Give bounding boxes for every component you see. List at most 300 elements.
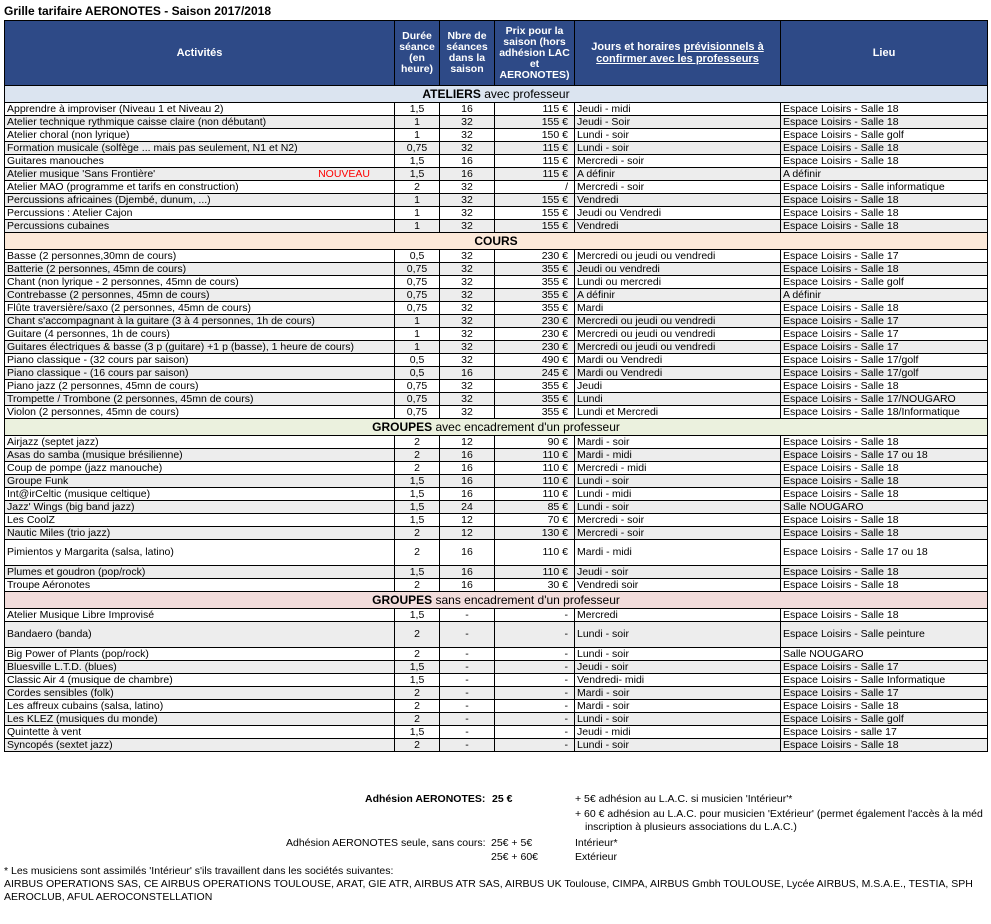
section-title — [5, 233, 988, 250]
activity-cell-text: Les affreux cubains (salsa, latino) — [7, 699, 164, 712]
table-row — [5, 168, 988, 181]
jours-cell-text: Mercredi ou jeudi ou vendredi — [577, 249, 716, 262]
activity-cell-text: Atelier choral (non lyrique) — [7, 128, 130, 141]
jours-cell-text: Lundi - midi — [577, 487, 632, 500]
activity-cell-text: Apprendre à improviser (Niveau 1 et Niveau 2) — [7, 102, 224, 115]
table-row — [5, 700, 988, 713]
jours-cell — [575, 501, 781, 514]
nbre-cell-text: 32 — [461, 340, 473, 353]
duree-cell-text: 1,5 — [409, 154, 425, 167]
duree-cell-text: 1 — [414, 128, 420, 141]
prix-cell-text: - — [564, 608, 568, 621]
header-jours — [575, 21, 781, 86]
lieu-cell-text: Espace Loisirs - Salle 18 — [783, 141, 899, 154]
duree-cell-text: 1 — [414, 340, 420, 353]
duree-cell — [395, 142, 440, 155]
jours-cell-text: Lundi - soir — [577, 128, 629, 141]
duree-cell-text: 2 — [414, 435, 420, 448]
activity-cell-text: Troupe Aéronotes — [7, 578, 91, 591]
prix-cell-text: 85 € — [547, 500, 568, 513]
prix-cell-text: - — [564, 660, 568, 673]
jours-cell — [575, 609, 781, 622]
jours-cell — [575, 142, 781, 155]
lieu-cell-text: Espace Loisirs - Salle golf — [783, 128, 904, 141]
jours-cell-text: Mercredi ou jeudi ou vendredi — [577, 340, 716, 353]
activity-cell — [5, 622, 395, 648]
jours-cell — [575, 302, 781, 315]
nbre-cell — [440, 406, 495, 419]
duree-cell-text: 1 — [414, 327, 420, 340]
nbre-cell — [440, 367, 495, 380]
lieu-cell-text: A définir — [783, 167, 821, 180]
nbre-cell — [440, 622, 495, 648]
duree-cell-text: 1,5 — [409, 608, 425, 621]
nbre-cell-text: - — [465, 686, 469, 699]
duree-cell — [395, 674, 440, 687]
table-row — [5, 488, 988, 501]
table-row — [5, 276, 988, 289]
jours-cell-text: Jeudi - midi — [577, 102, 631, 115]
duree-cell — [395, 354, 440, 367]
jours-cell-text: Vendredi- midi — [577, 673, 645, 686]
lieu-cell-text: Espace Loisirs - Salle 18 — [783, 565, 899, 578]
activity-cell — [5, 354, 395, 367]
activity-cell — [5, 406, 395, 419]
nbre-cell-text: 32 — [461, 249, 473, 262]
lieu-cell-text: Espace Loisirs - Salle 18 — [783, 301, 899, 314]
section-header — [5, 419, 988, 436]
jours-cell-text: Jeudi - midi — [577, 725, 631, 738]
lieu-cell-text: Espace Loisirs - Salle golf — [783, 275, 904, 288]
activity-cell-text: Chant s'accompagnant à la guitare (3 à 4 personnes, 1h de cours) — [7, 314, 315, 327]
prix-cell — [495, 289, 575, 302]
jours-cell — [575, 527, 781, 540]
section-header — [5, 233, 988, 250]
table-row — [5, 501, 988, 514]
nbre-cell — [440, 341, 495, 354]
lieu-cell-text: Espace Loisirs - Salle 17 — [783, 249, 899, 262]
duree-cell-text: 1 — [414, 193, 420, 206]
section-title — [5, 86, 988, 103]
jours-cell — [575, 220, 781, 233]
activity-cell-text: Guitare (4 personnes, 1h de cours) — [7, 327, 170, 340]
activity-cell — [5, 609, 395, 622]
nbre-cell-text: 16 — [461, 487, 473, 500]
lieu-cell-text: Espace Loisirs - Salle 17 — [783, 686, 899, 699]
lieu-cell — [781, 367, 988, 380]
activity-cell — [5, 540, 395, 566]
prix-cell — [495, 674, 575, 687]
jours-cell — [575, 700, 781, 713]
lieu-cell-text: Espace Loisirs - Salle 18 — [783, 526, 899, 539]
lac-exterieur-note-2: inscription à plusieurs associations du L.A.C.) — [585, 821, 797, 833]
jours-cell — [575, 540, 781, 566]
activity-cell-text: Quintette à vent — [7, 725, 82, 738]
lieu-cell-text: Espace Loisirs - Salle 17/golf — [783, 366, 919, 379]
lieu-cell-text: Espace Loisirs - salle 17 — [783, 725, 897, 738]
duree-cell — [395, 393, 440, 406]
lieu-cell — [781, 462, 988, 475]
prix-cell — [495, 540, 575, 566]
duree-cell — [395, 661, 440, 674]
lieu-cell-text: Espace Loisirs - Salle 18 — [783, 219, 899, 232]
jours-cell — [575, 488, 781, 501]
activity-cell-text: Flûte traversière/saxo (2 personnes, 45mn de cours) — [7, 301, 251, 314]
lieu-cell — [781, 129, 988, 142]
nbre-cell — [440, 661, 495, 674]
lieu-cell — [781, 527, 988, 540]
jours-cell — [575, 129, 781, 142]
nbre-cell — [440, 315, 495, 328]
nbre-cell-text: 32 — [461, 275, 473, 288]
nbre-cell — [440, 436, 495, 449]
activity-cell-text: Guitares manouches — [7, 154, 104, 167]
lieu-cell-text: Espace Loisirs - Salle 18 — [783, 699, 899, 712]
header-jours-prefix: Jours et horaires — [591, 41, 684, 53]
jours-cell — [575, 103, 781, 116]
prix-cell — [495, 302, 575, 315]
nbre-cell-text: 16 — [461, 102, 473, 115]
prix-cell — [495, 475, 575, 488]
nbre-cell-text: - — [465, 673, 469, 686]
activity-cell-text: Contrebasse (2 personnes, 45mn de cours) — [7, 288, 210, 301]
jours-cell-text: Mercredi ou jeudi ou vendredi — [577, 327, 716, 340]
prix-cell-text: 355 € — [541, 379, 568, 392]
activity-cell-text: Cordes sensibles (folk) — [7, 686, 114, 699]
prix-cell — [495, 687, 575, 700]
prix-cell — [495, 354, 575, 367]
activity-cell — [5, 302, 395, 315]
prix-cell — [495, 103, 575, 116]
duree-cell-text: 2 — [414, 712, 420, 725]
duree-cell-text: 1,5 — [409, 513, 425, 526]
section-header — [5, 592, 988, 609]
duree-cell-text: 0,75 — [406, 405, 428, 418]
prix-cell — [495, 700, 575, 713]
activity-cell — [5, 700, 395, 713]
lieu-cell — [781, 393, 988, 406]
activity-cell — [5, 220, 395, 233]
activity-cell — [5, 393, 395, 406]
nbre-cell — [440, 514, 495, 527]
nbre-cell-text: 32 — [461, 327, 473, 340]
nbre-cell-text: 32 — [461, 262, 473, 275]
jours-cell-text: Mardi - midi — [577, 546, 632, 558]
lieu-cell — [781, 661, 988, 674]
lieu-cell — [781, 181, 988, 194]
lieu-cell-text: Espace Loisirs - Salle 18 — [783, 738, 899, 751]
jours-cell-text: Jeudi — [577, 379, 603, 392]
prix-cell — [495, 276, 575, 289]
footnote-companies: AIRBUS OPERATIONS SAS, CE AIRBUS OPERATIONS TOULOUSE, ARAT, GIE ATR, AIRBUS ATR SAS, AIRBUS UK Toulouse, CIMPA, AIRBUS Gmbh TOULOUSE, Lycée AIRBUS, M.S.A.E., TESTIA, SPH — [4, 878, 973, 890]
activity-cell — [5, 116, 395, 129]
lac-exterieur-note: + 60 € adhésion au L.A.C. pour musicien 'Extérieur' (permet également l'accès à la méd — [575, 808, 983, 820]
duree-cell-text: 0,75 — [406, 141, 428, 154]
activity-cell — [5, 501, 395, 514]
activity-cell — [5, 367, 395, 380]
adhesion-seule-int-value: 25€ + 5€ — [491, 837, 533, 849]
jours-cell-text: A définir — [577, 167, 615, 180]
table-row — [5, 250, 988, 263]
duree-cell — [395, 103, 440, 116]
header-nbre: Nbre de séances dans la saison — [440, 21, 495, 86]
prix-cell — [495, 579, 575, 592]
activity-cell — [5, 315, 395, 328]
activity-cell-text: Piano jazz (2 personnes, 45mn de cours) — [7, 379, 199, 392]
activity-cell — [5, 488, 395, 501]
prix-cell — [495, 142, 575, 155]
duree-cell — [395, 263, 440, 276]
jours-cell — [575, 462, 781, 475]
duree-cell-text: 2 — [414, 686, 420, 699]
activity-cell-text: Asas do samba (musique brésilienne) — [7, 448, 183, 461]
duree-cell-text: 2 — [414, 699, 420, 712]
nbre-cell-text: 32 — [461, 314, 473, 327]
lieu-cell — [781, 406, 988, 419]
duree-cell — [395, 449, 440, 462]
prix-cell-text: 355 € — [541, 405, 568, 418]
jours-cell-text: Mardi - soir — [577, 686, 630, 699]
activity-cell-text: Atelier technique rythmique caisse claire (non débutant) — [7, 115, 267, 128]
lieu-cell-text: Espace Loisirs - Salle 18 — [783, 102, 899, 115]
header-jours-underlined: prévisionnels à confirmer avec les professeurs — [596, 41, 764, 65]
prix-cell — [495, 514, 575, 527]
nbre-cell-text: 16 — [461, 474, 473, 487]
duree-cell — [395, 540, 440, 566]
activity-cell — [5, 289, 395, 302]
jours-cell — [575, 661, 781, 674]
jours-cell — [575, 341, 781, 354]
activity-cell-text: Syncopés (sextet jazz) — [7, 738, 113, 751]
prix-cell — [495, 739, 575, 752]
table-row — [5, 726, 988, 739]
duree-cell-text: 1 — [414, 219, 420, 232]
prix-cell-text: 490 € — [541, 353, 568, 366]
prix-cell — [495, 436, 575, 449]
jours-cell-text: Lundi - soir — [577, 712, 629, 725]
nbre-cell-text: 16 — [461, 154, 473, 167]
jours-cell-text: Mardi ou Vendredi — [577, 366, 663, 379]
lieu-cell — [781, 328, 988, 341]
duree-cell-text: 2 — [414, 738, 420, 751]
activity-cell-text: Airjazz (septet jazz) — [7, 435, 99, 448]
nbre-cell — [440, 354, 495, 367]
prix-cell — [495, 168, 575, 181]
table-row — [5, 406, 988, 419]
nbre-cell-text: 32 — [461, 141, 473, 154]
activity-cell-text: Groupe Funk — [7, 474, 69, 487]
nbre-cell — [440, 501, 495, 514]
prix-cell — [495, 207, 575, 220]
header-activites: Activités — [5, 21, 395, 86]
prix-cell — [495, 367, 575, 380]
activity-cell — [5, 142, 395, 155]
nbre-cell — [440, 488, 495, 501]
prix-cell — [495, 155, 575, 168]
nbre-cell-text: - — [465, 647, 469, 660]
activity-cell — [5, 276, 395, 289]
nbre-cell-text: 16 — [461, 448, 473, 461]
lieu-cell-text: Espace Loisirs - Salle 17 — [783, 340, 899, 353]
lieu-cell — [781, 514, 988, 527]
prix-cell-text: - — [564, 628, 568, 640]
header-lieu: Lieu — [781, 21, 988, 86]
activity-cell-text: Int@irCeltic (musique celtique) — [7, 487, 151, 500]
duree-cell — [395, 527, 440, 540]
lieu-cell — [781, 116, 988, 129]
jours-cell-text: Jeudi - Soir — [577, 115, 631, 128]
section-title-bold: GROUPES — [372, 419, 433, 434]
activity-cell — [5, 341, 395, 354]
jours-cell-text: Mardi - soir — [577, 435, 630, 448]
duree-cell-text: 1,5 — [409, 167, 425, 180]
lieu-cell — [781, 276, 988, 289]
table-row — [5, 380, 988, 393]
jours-cell-text: Lundi et Mercredi — [577, 405, 659, 418]
jours-cell — [575, 739, 781, 752]
activity-cell-text: Percussions cubaines — [7, 219, 110, 232]
nbre-cell — [440, 207, 495, 220]
jours-cell — [575, 713, 781, 726]
activity-cell — [5, 168, 395, 181]
lieu-cell-text: Espace Loisirs - Salle 18 — [783, 487, 899, 500]
prix-cell-text: 155 € — [541, 219, 568, 232]
jours-cell — [575, 276, 781, 289]
table-row — [5, 129, 988, 142]
duree-cell-text: 2 — [414, 578, 420, 591]
prix-cell — [495, 566, 575, 579]
adhesion-seule-ext-value: 25€ + 60€ — [491, 851, 539, 863]
jours-cell-text: Mercredi - soir — [577, 180, 645, 193]
duree-cell-text: 0,75 — [406, 262, 428, 275]
jours-cell — [575, 367, 781, 380]
duree-cell — [395, 328, 440, 341]
prix-cell — [495, 713, 575, 726]
nbre-cell — [440, 328, 495, 341]
nbre-cell — [440, 674, 495, 687]
jours-cell — [575, 168, 781, 181]
jours-cell-text: Jeudi - soir — [577, 660, 629, 673]
lieu-cell — [781, 436, 988, 449]
prix-cell-text: 230 € — [541, 249, 568, 262]
nbre-cell — [440, 181, 495, 194]
lieu-cell — [781, 609, 988, 622]
activity-cell — [5, 661, 395, 674]
table-row — [5, 514, 988, 527]
section-title-bold: ATELIERS — [422, 86, 481, 101]
duree-cell — [395, 713, 440, 726]
jours-cell — [575, 436, 781, 449]
nbre-cell — [440, 393, 495, 406]
table-row — [5, 155, 988, 168]
nbre-cell — [440, 700, 495, 713]
duree-cell — [395, 514, 440, 527]
jours-cell-text: Mercredi - soir — [577, 154, 645, 167]
lieu-cell — [781, 648, 988, 661]
table-row — [5, 661, 988, 674]
prix-cell — [495, 315, 575, 328]
lieu-cell-text: Espace Loisirs - Salle 17/NOUGARO — [783, 392, 956, 405]
duree-cell — [395, 406, 440, 419]
adhesion-value: 25 € — [492, 793, 513, 805]
activity-cell-text: Jazz' Wings (big band jazz) — [7, 500, 135, 513]
price-table — [4, 20, 988, 752]
duree-cell — [395, 726, 440, 739]
footnote-companies-2: AEROCLUB, AFUL AEROCONSTELLATION — [4, 891, 213, 903]
activity-cell — [5, 328, 395, 341]
duree-cell — [395, 168, 440, 181]
prix-cell — [495, 726, 575, 739]
prix-cell-text: 230 € — [541, 327, 568, 340]
prix-cell-text: 110 € — [542, 474, 568, 487]
prix-cell — [495, 116, 575, 129]
activity-cell-text: Percussions : Atelier Cajon — [7, 206, 133, 219]
lieu-cell-text: Espace Loisirs - Salle informatique — [783, 180, 945, 193]
jours-cell — [575, 622, 781, 648]
duree-cell — [395, 648, 440, 661]
table-row — [5, 194, 988, 207]
duree-cell — [395, 116, 440, 129]
nbre-cell — [440, 540, 495, 566]
section-title-bold: COURS — [474, 233, 518, 248]
activity-cell-text: Atelier MAO (programme et tarifs en construction) — [7, 180, 239, 193]
nbre-cell-text: 32 — [461, 206, 473, 219]
activity-cell — [5, 475, 395, 488]
nbre-cell — [440, 129, 495, 142]
duree-cell-text: 0,75 — [406, 392, 428, 405]
table-row — [5, 341, 988, 354]
lieu-cell-text: Espace Loisirs - Salle Informatique — [783, 673, 946, 686]
duree-cell — [395, 475, 440, 488]
jours-cell-text: Lundi - soir — [577, 647, 629, 660]
section-title-rest: sans encadrement d'un professeur — [432, 592, 620, 607]
nbre-cell-text: 32 — [461, 128, 473, 141]
adhesion-seule-int-label: Intérieur* — [575, 837, 618, 849]
duree-cell — [395, 250, 440, 263]
duree-cell — [395, 436, 440, 449]
prix-cell — [495, 488, 575, 501]
jours-cell — [575, 726, 781, 739]
activity-cell — [5, 250, 395, 263]
prix-cell — [495, 263, 575, 276]
prix-cell-text: 355 € — [541, 301, 568, 314]
nbre-cell — [440, 103, 495, 116]
section-header — [5, 86, 988, 103]
duree-cell-text: 2 — [414, 647, 420, 660]
lieu-cell-text: Espace Loisirs - Salle 18 — [783, 262, 899, 275]
lieu-cell-text: Espace Loisirs - Salle 17 ou 18 — [783, 546, 928, 558]
duree-cell-text: 1,5 — [409, 673, 425, 686]
duree-cell — [395, 622, 440, 648]
prix-cell-text: 355 € — [541, 392, 568, 405]
jours-cell — [575, 116, 781, 129]
adhesion-label: Adhésion AERONOTES: — [365, 793, 486, 805]
jours-cell-text: Mardi — [577, 301, 604, 314]
prix-cell-text: 110 € — [542, 448, 568, 461]
duree-cell — [395, 129, 440, 142]
jours-cell — [575, 207, 781, 220]
lieu-cell-text: Espace Loisirs - Salle golf — [783, 712, 904, 725]
lieu-cell-text: Salle NOUGARO — [783, 500, 864, 513]
nbre-cell-text: 16 — [461, 565, 473, 578]
prix-cell-text: 245 € — [541, 366, 568, 379]
duree-cell — [395, 566, 440, 579]
lieu-cell — [781, 713, 988, 726]
jours-cell — [575, 566, 781, 579]
prix-cell-text: 150 € — [541, 128, 568, 141]
activity-cell — [5, 527, 395, 540]
duree-cell — [395, 302, 440, 315]
